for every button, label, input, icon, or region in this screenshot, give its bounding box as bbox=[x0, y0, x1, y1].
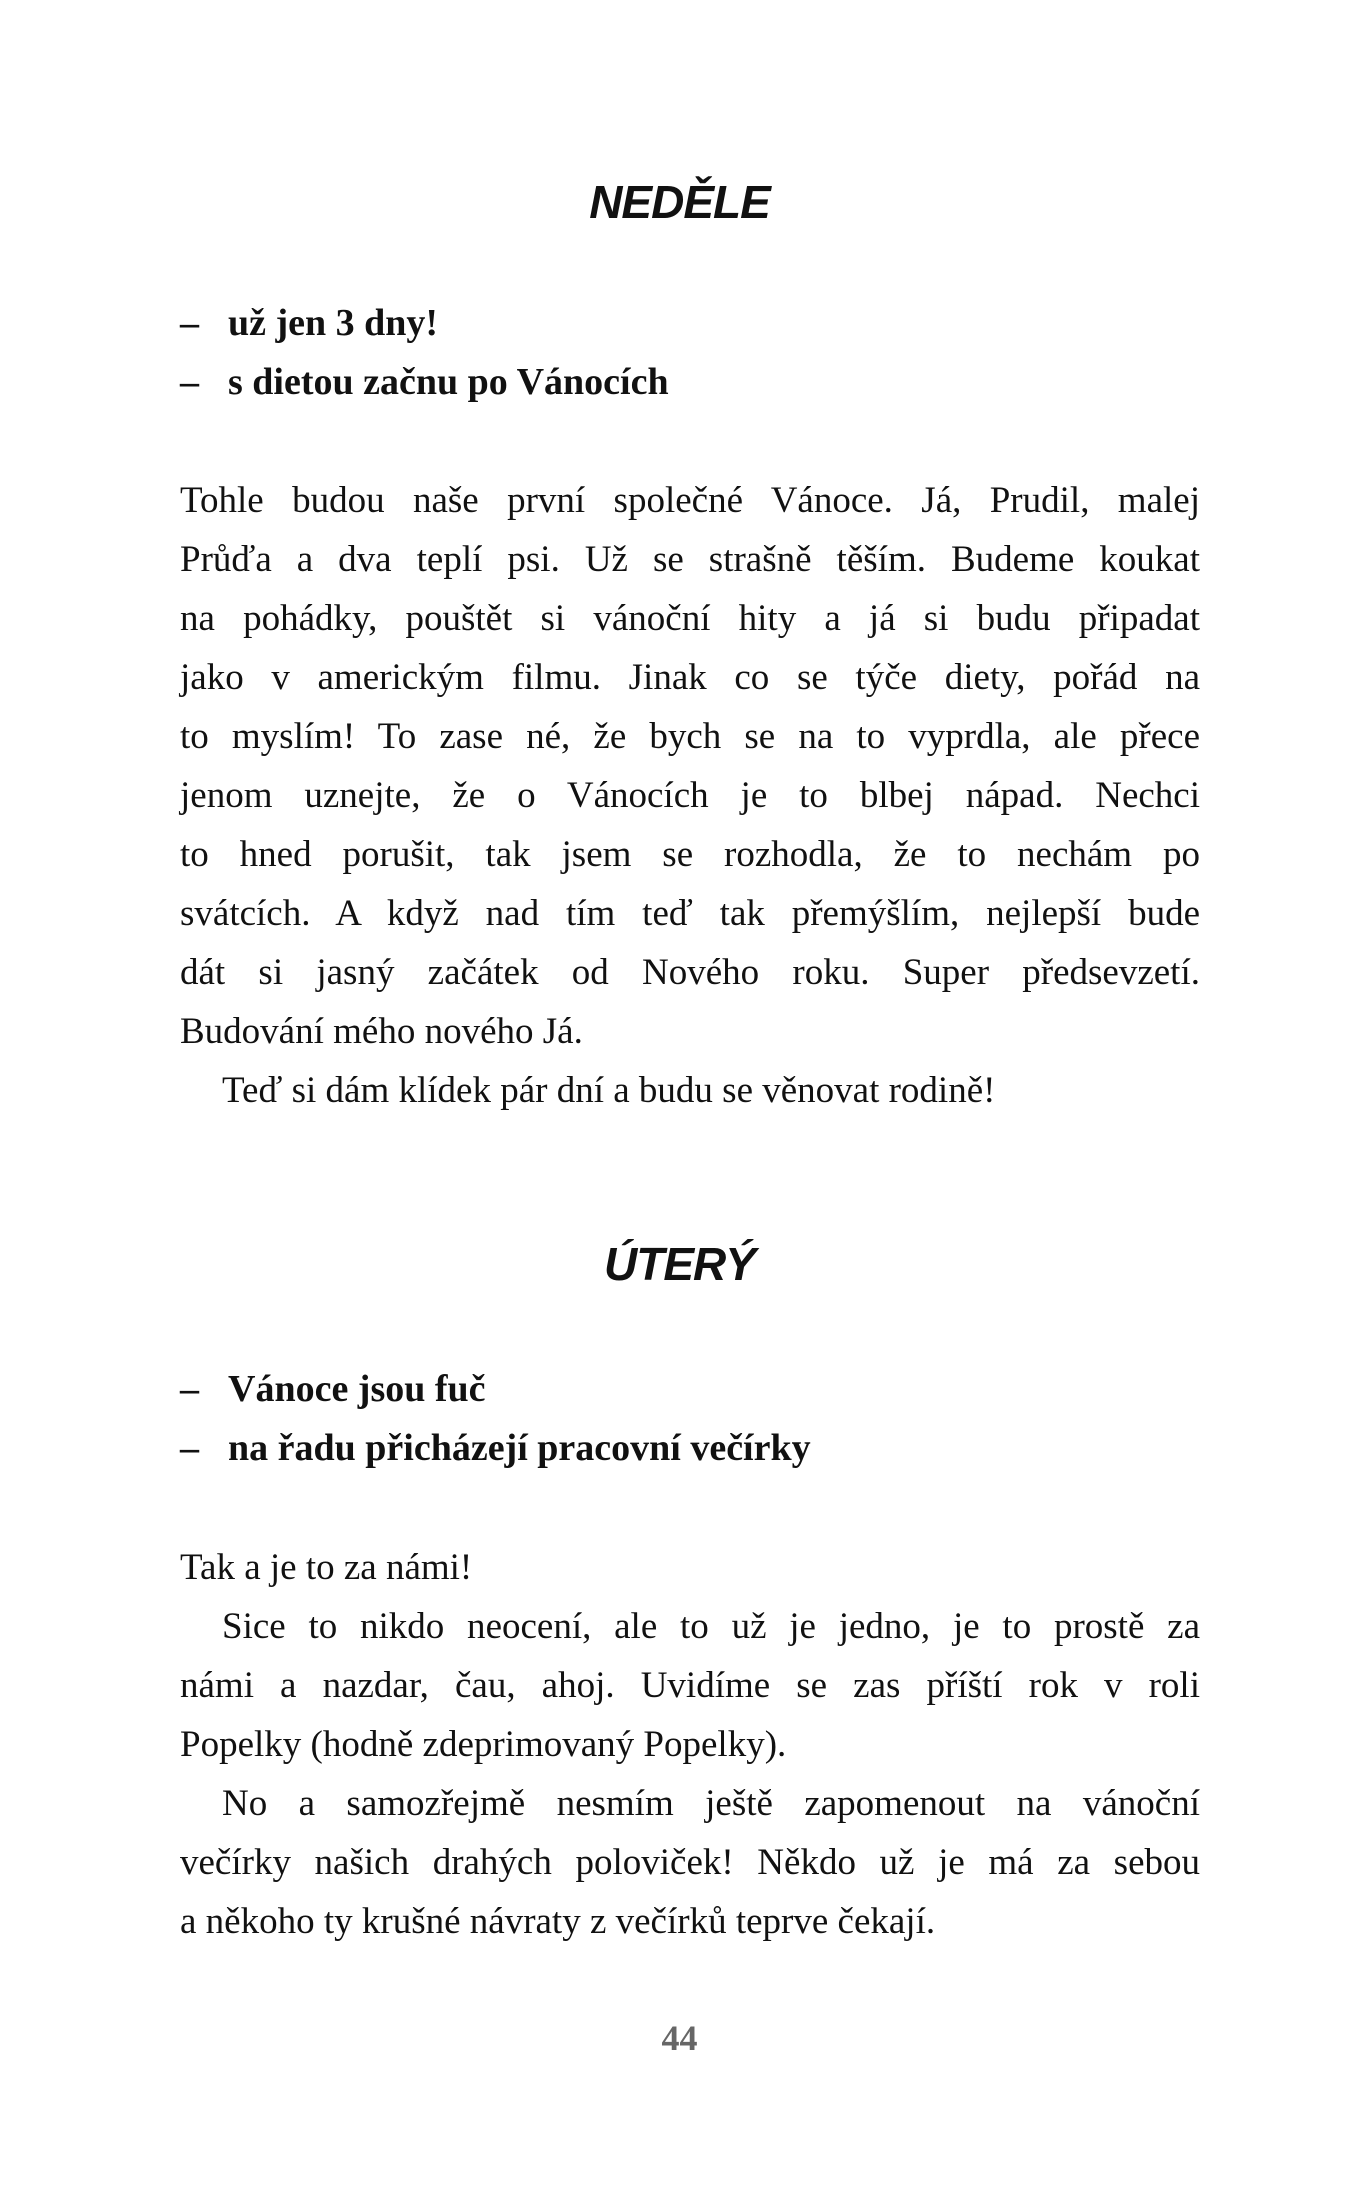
bullet-item bbox=[180, 294, 438, 353]
section-heading-utery: ÚTERÝ bbox=[604, 1238, 755, 1290]
text-line: jako v americkým filmu. Jinak co se týče diety, pořád na bbox=[180, 657, 1200, 698]
text-line: a někoho ty krušné návraty z večírků teprve čekají. bbox=[180, 1901, 936, 1942]
bullet-text: už jen 3 dny! bbox=[228, 302, 439, 344]
bullet-text: Vánoce jsou fuč bbox=[228, 1368, 486, 1410]
bullet-item bbox=[180, 353, 669, 412]
page-number: 44 bbox=[661, 2018, 698, 2058]
text-line: Budování mého nového Já. bbox=[180, 1011, 583, 1052]
text-line: na pohádky, pouštět si vánoční hity a já si budu připadat bbox=[180, 598, 1200, 639]
paragraph-block bbox=[180, 471, 1200, 1120]
bullet-dash: – bbox=[180, 1427, 199, 1469]
bullet-dash: – bbox=[180, 361, 199, 403]
bullet-text: na řadu přicházejí pracovní večírky bbox=[228, 1427, 811, 1469]
bullet-dash: – bbox=[180, 302, 199, 344]
text-line: Popelky (hodně zdeprimovaný Popelky). bbox=[180, 1724, 787, 1765]
text-line: svátcích. A když nad tím teď tak přemýšlím, nejlepší bude bbox=[180, 893, 1200, 934]
paragraph-block bbox=[180, 1538, 1200, 1951]
text-line: to myslím! To zase né, že bych se na to vyprdla, ale přece bbox=[180, 716, 1200, 757]
bullet-dash: – bbox=[180, 1368, 199, 1410]
text-line: Průďa a dva teplí psi. Už se strašně těším. Budeme koukat bbox=[180, 539, 1200, 580]
text-line: to hned porušit, tak jsem se rozhodla, že to nechám po bbox=[180, 834, 1200, 875]
text-line: Sice to nikdo neocení, ale to už je jedno, je to prostě za bbox=[222, 1606, 1200, 1647]
text-line: Tohle budou naše první společné Vánoce. Já, Prudil, malej bbox=[180, 480, 1200, 521]
text-line: námi a nazdar, čau, ahoj. Uvidíme se zas příští rok v roli bbox=[180, 1665, 1200, 1706]
text-line: Teď si dám klídek pár dní a budu se věnovat rodině! bbox=[222, 1070, 996, 1111]
text-line: No a samozřejmě nesmím ještě zapomenout na vánoční bbox=[222, 1783, 1200, 1824]
text-line: večírky našich drahých poloviček! Někdo už je má za sebou bbox=[180, 1842, 1200, 1883]
bullet-item bbox=[180, 1419, 811, 1478]
text-line: dát si jasný začátek od Nového roku. Super předsevzetí. bbox=[180, 952, 1200, 993]
bullet-text: s dietou začnu po Vánocích bbox=[228, 361, 669, 403]
text-line: Tak a je to za námi! bbox=[180, 1547, 473, 1588]
section-heading-nedele: NEDĚLE bbox=[589, 176, 770, 228]
bullet-item bbox=[180, 1360, 486, 1419]
text-line: jenom uznejte, že o Vánocích je to blbej nápad. Nechci bbox=[180, 775, 1200, 816]
